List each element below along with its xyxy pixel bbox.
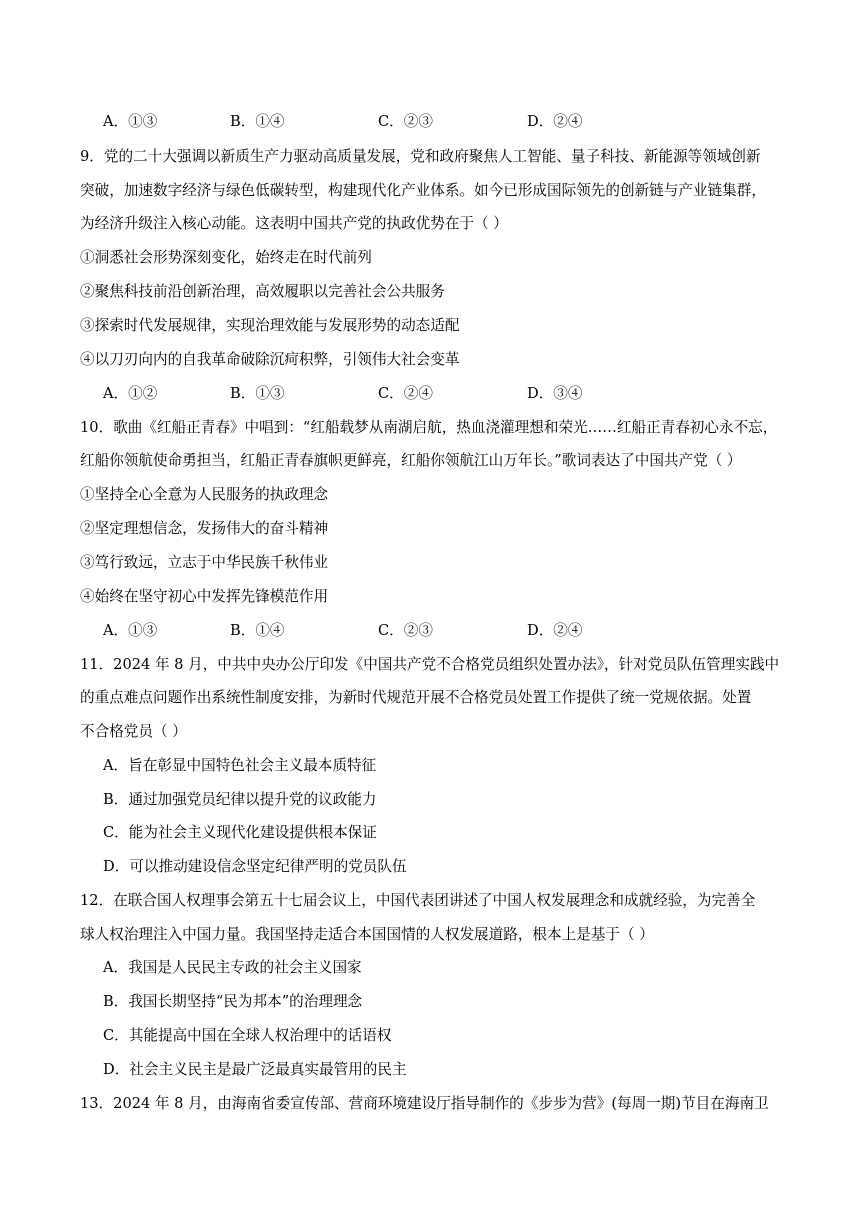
q11-choice-c: C．能为社会主义现代化建设提供根本保证 — [103, 824, 377, 841]
option-a: A．①③ — [103, 113, 158, 130]
q9-stem-line-2: 突破，加速数字经济与绿色低碳转型，构建现代化产业体系。如今已形成国际领先的创新链与产业链集群， — [80, 182, 766, 199]
q12-choice-d: D．社会主义民主是最广泛最真实最管用的民主 — [103, 1061, 407, 1078]
q9-item-3: ③探索时代发展规律，实现治理效能与发展形势的动态适配 — [80, 317, 460, 334]
q11-stem-line-3: 不合格党员（ ） — [80, 723, 187, 740]
q11-choice-b: B．通过加强党员纪律以提升党的议政能力 — [103, 791, 377, 808]
option-b: B．①③ — [230, 385, 285, 402]
option-c: C．②③ — [378, 113, 433, 130]
q10-item-3: ③笃行致远，立志于中华民族千秋伟业 — [80, 554, 329, 571]
option-c: C．②③ — [378, 622, 433, 639]
q10-item-1: ①坚持全心全意为人民服务的执政理念 — [80, 486, 329, 503]
q10-item-2: ②坚定理想信念，发扬伟大的奋斗精神 — [80, 520, 329, 537]
q11-stem-line-2: 的重点难点问题作出系统性制度安排，为新时代规范开展不合格党员处置工作提供了统一党规依据。处置 — [80, 689, 752, 706]
q11-stem-line-1: 11．2024 年 8 月，中共中央办公厅印发《中国共产党不合格党员组织处置办法》，针对党员队伍管理实践中 — [80, 656, 780, 673]
prev-question-options — [103, 112, 803, 132]
option-d: D．②④ — [527, 113, 583, 130]
q10-stem-line-1: 10．歌曲《红船正青春》中唱到：“红船载梦从南湖启航，热血浇灌理想和荣光……红船正青春初心永不忘， — [80, 419, 778, 436]
q10-options — [103, 621, 803, 641]
q11-choice-a: A．旨在彰显中国特色社会主义最本质特征 — [103, 757, 377, 774]
option-d: D．③④ — [527, 385, 583, 402]
q9-stem-line-1: 9．党的二十大强调以新质生产力驱动高质量发展，党和政府聚焦人工智能、量子科技、新能源等领域创新 — [80, 148, 761, 165]
q12-stem-line-1: 12．在联合国人权理事会第五十七届会议上，中国代表团讲述了中国人权发展理念和成就经验，为完善全 — [80, 892, 756, 909]
q9-options — [103, 384, 803, 404]
option-a: A．①③ — [103, 622, 158, 639]
q11-choice-d: D．可以推动建设信念坚定纪律严明的党员队伍 — [103, 858, 407, 875]
option-d: D．②④ — [527, 622, 583, 639]
q9-item-1: ①洞悉社会形势深刻变化，始终走在时代前列 — [80, 249, 372, 266]
q10-item-4: ④始终在坚守初心中发挥先锋模范作用 — [80, 588, 329, 605]
q12-choice-b: B．我国长期坚持“民为邦本”的治理理念 — [103, 993, 363, 1010]
q13-stem-line-1: 13．2024 年 8 月，由海南省委宣传部、营商环境建设厅指导制作的《步步为营》(每周一期)节目在海南卫 — [80, 1095, 769, 1112]
q9-item-2: ②聚焦科技前沿创新治理，高效履职以完善社会公共服务 — [80, 283, 445, 300]
q12-choice-a: A．我国是人民民主专政的社会主义国家 — [103, 959, 362, 976]
option-a: A．①② — [103, 385, 158, 402]
option-b: B．①④ — [230, 622, 285, 639]
option-c: C．②④ — [378, 385, 433, 402]
q10-stem-line-2: 红船你领航使命勇担当，红船正青春旗帜更鲜亮，红船你领航江山万年长。”歌词表达了中国共产党（ ） — [80, 452, 742, 469]
option-b: B．①④ — [230, 113, 285, 130]
q9-stem-line-3: 为经济升级注入核心动能。这表明中国共产党的执政优势在于（ ） — [80, 215, 508, 232]
q9-item-4: ④以刀刃向内的自我革命破除沉疴积弊，引领伟大社会变革 — [80, 351, 460, 368]
q12-stem-line-2: 球人权治理注入中国力量。我国坚持走适合本国国情的人权发展道路，根本上是基于（ ） — [80, 926, 654, 943]
q12-choice-c: C．其能提高中国在全球人权治理中的话语权 — [103, 1027, 392, 1044]
